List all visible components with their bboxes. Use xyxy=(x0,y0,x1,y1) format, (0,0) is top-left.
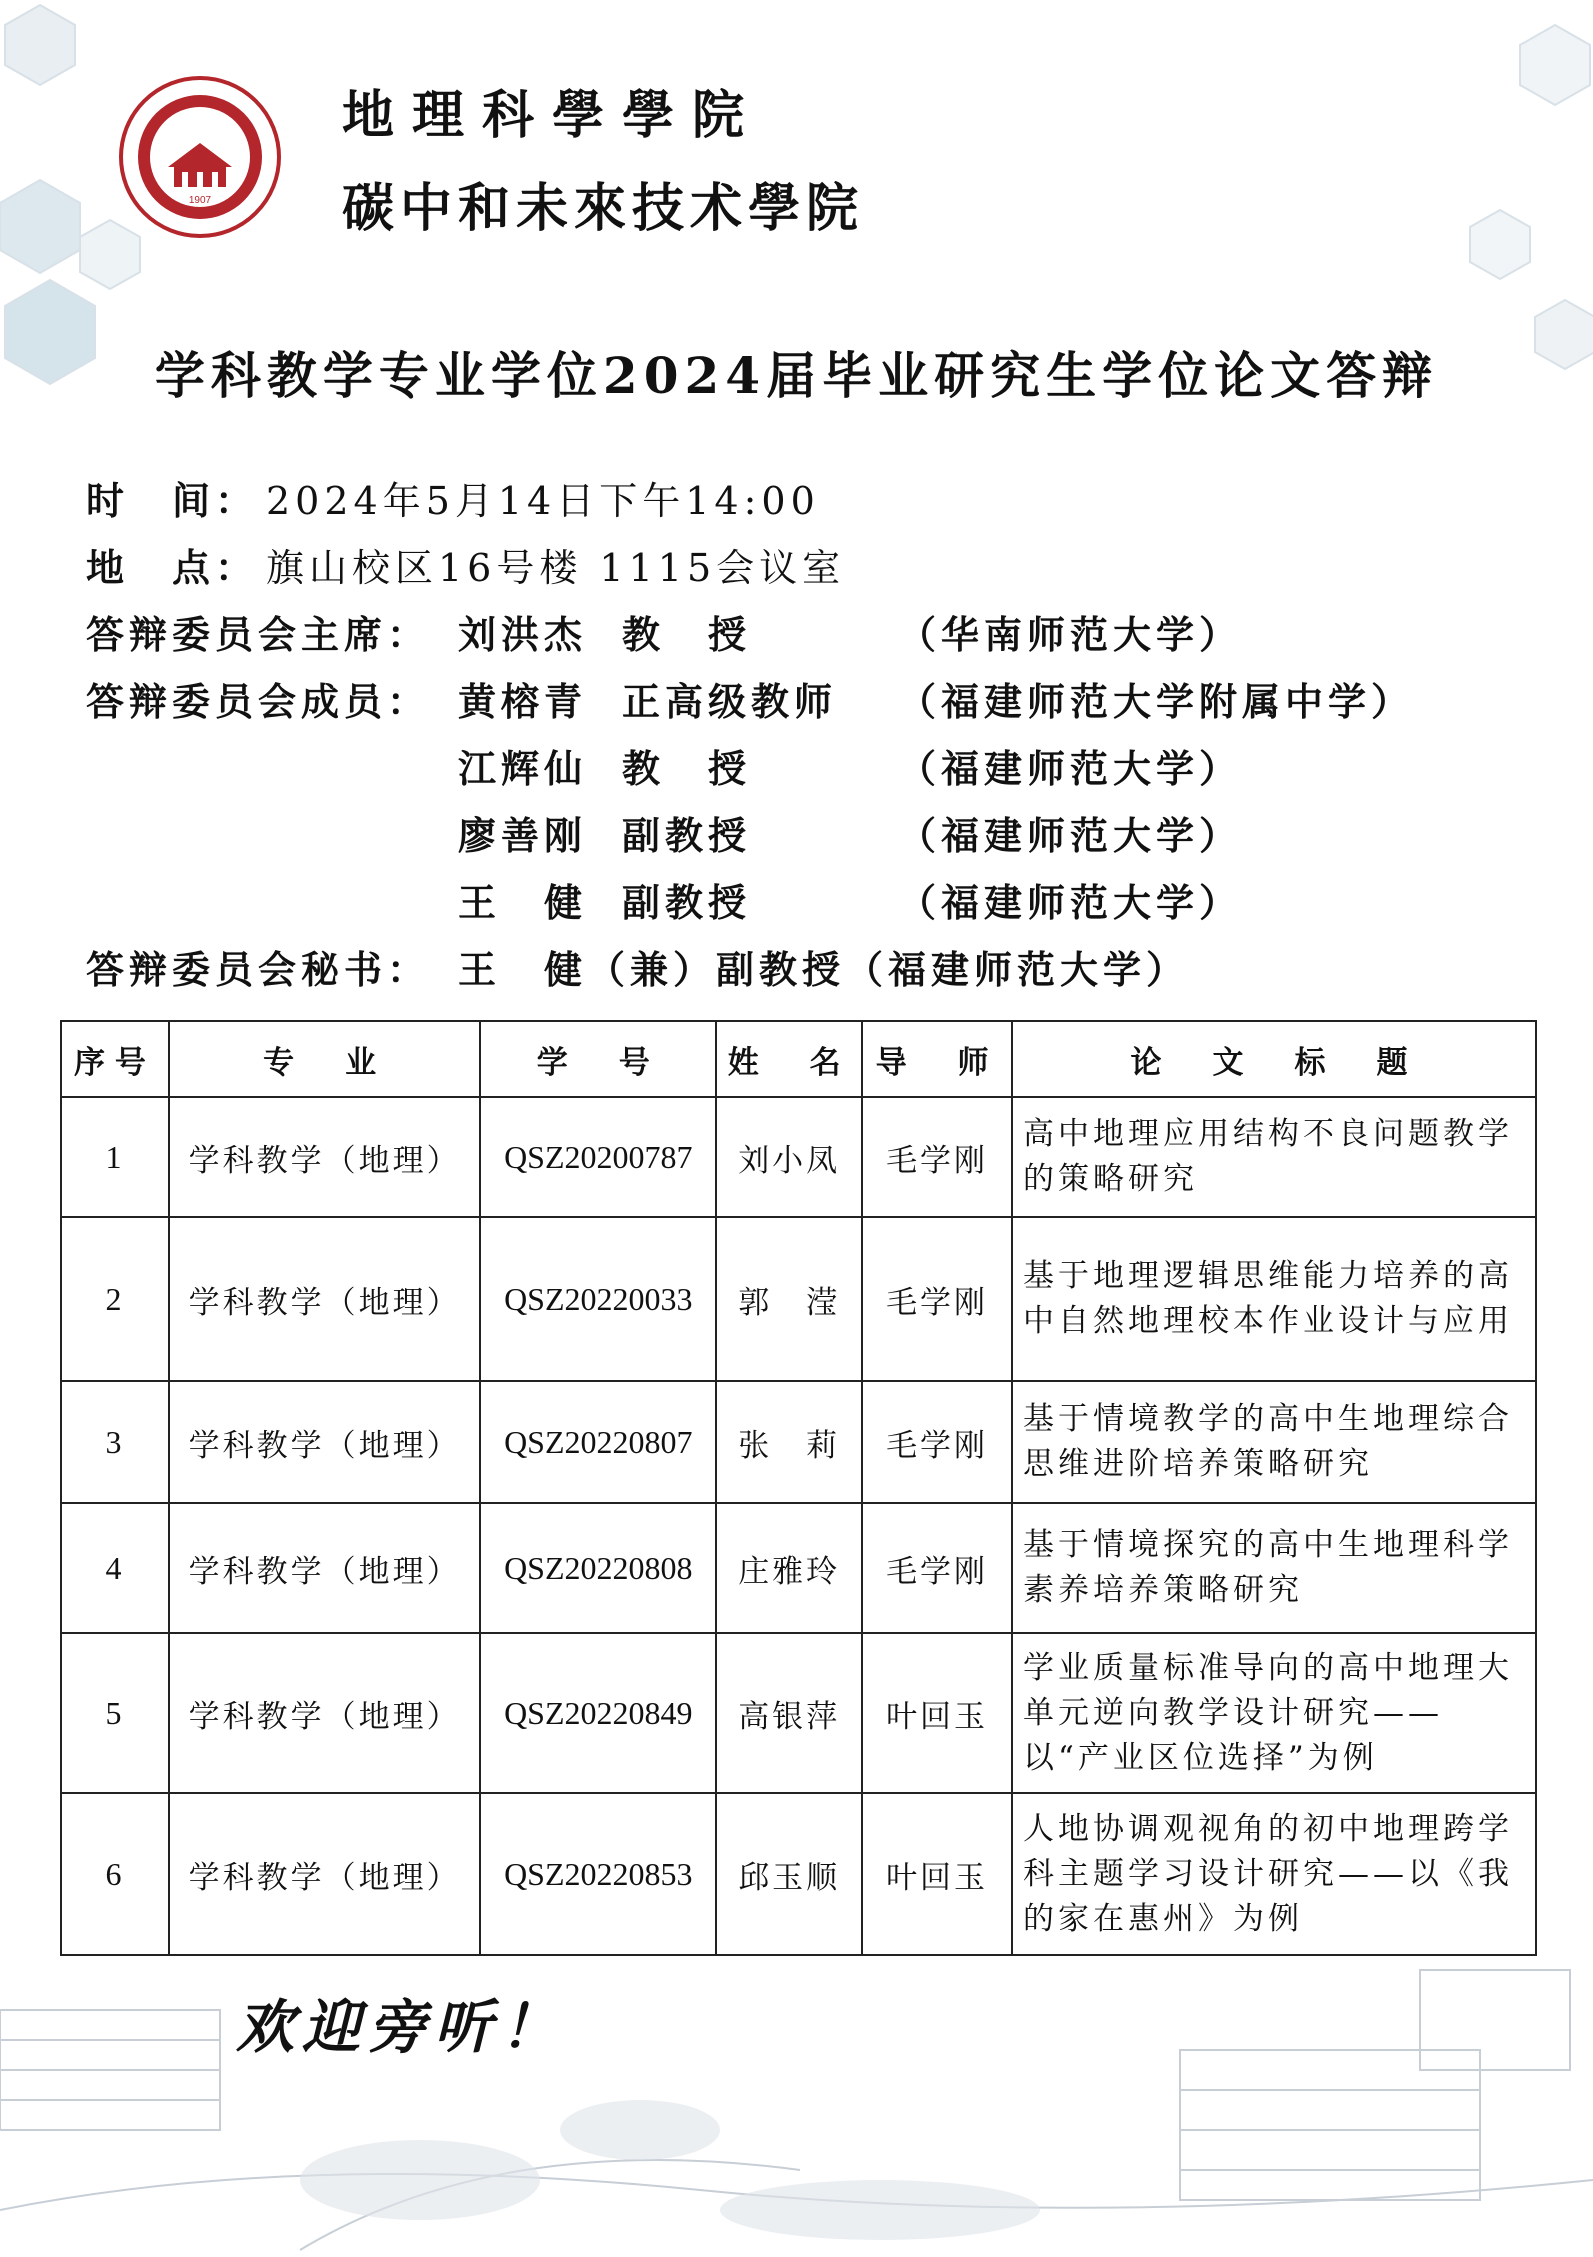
school-name-carbon-neutral: 碳中和未來技术學院 xyxy=(342,178,865,239)
student-id-cell: QSZ20220807 xyxy=(480,1381,716,1503)
student-id-cell: QSZ20220033 xyxy=(480,1217,716,1381)
major-cell: 学科教学（地理） xyxy=(169,1097,480,1217)
column-header: 序号 xyxy=(61,1021,169,1097)
student-id-cell: QSZ20220853 xyxy=(480,1793,716,1955)
column-header: 姓 名 xyxy=(716,1021,862,1097)
advisor-cell: 毛学刚 xyxy=(862,1381,1012,1503)
major-cell: 学科教学（地理） xyxy=(169,1503,480,1633)
seq-cell: 1 xyxy=(61,1097,169,1217)
thesis-title-cell: 基于情境教学的高中生地理综合思维进阶培养策略研究 xyxy=(1012,1381,1536,1503)
student-name-cell: 郭 滢 xyxy=(716,1217,862,1381)
student-name-cell: 张 莉 xyxy=(716,1381,862,1503)
defense-schedule-table xyxy=(60,1020,1537,1956)
advisor-cell: 毛学刚 xyxy=(862,1217,1012,1381)
member-name: 王 健 xyxy=(458,880,588,925)
chair-label: 答辩委员会主席： xyxy=(86,612,431,657)
table-row xyxy=(61,1381,1536,1503)
seq-cell: 5 xyxy=(61,1633,169,1793)
chair-name: 刘洪杰 xyxy=(458,612,588,657)
column-header: 专 业 xyxy=(169,1021,480,1097)
major-cell: 学科教学（地理） xyxy=(169,1633,480,1793)
major-cell: 学科教学（地理） xyxy=(169,1217,480,1381)
place-value: 旗山校区16号楼 1115会议室 xyxy=(266,546,846,590)
student-id-cell: QSZ20220849 xyxy=(480,1633,716,1793)
student-id-cell: QSZ20220808 xyxy=(480,1503,716,1633)
major-cell: 学科教学（地理） xyxy=(169,1793,480,1955)
member-title: 副教授 xyxy=(622,880,752,925)
student-name-cell: 邱玉顺 xyxy=(716,1793,862,1955)
table-row xyxy=(61,1503,1536,1633)
place-label: 地 点： xyxy=(86,545,259,590)
student-name-cell: 刘小凤 xyxy=(716,1097,862,1217)
thesis-title-cell: 高中地理应用结构不良问题教学的策略研究 xyxy=(1012,1097,1536,1217)
column-header: 学 号 xyxy=(480,1021,716,1097)
member-org: （福建师范大学附属中学） xyxy=(898,679,1415,724)
seq-cell: 3 xyxy=(61,1381,169,1503)
table-row xyxy=(61,1633,1536,1793)
advisor-cell: 叶回玉 xyxy=(862,1633,1012,1793)
time-label: 时 间： xyxy=(86,478,259,523)
table-header-row xyxy=(61,1021,1536,1097)
university-seal-logo xyxy=(118,75,282,239)
seq-cell: 6 xyxy=(61,1793,169,1955)
header xyxy=(118,72,864,242)
svg-text:1907: 1907 xyxy=(188,195,212,206)
seq-cell: 2 xyxy=(61,1217,169,1381)
member-org: （福建师范大学） xyxy=(898,813,1243,858)
thesis-title-cell: 基于地理逻辑思维能力培养的高中自然地理校本作业设计与应用 xyxy=(1012,1217,1536,1381)
secretary-label: 答辩委员会秘书： xyxy=(86,947,431,992)
member-title: 教 授 xyxy=(622,746,752,791)
school-name-geography: 地理科學學院 xyxy=(342,85,763,146)
thesis-title-cell: 人地协调观视角的初中地理跨学科主题学习设计研究——以《我的家在惠州》为例 xyxy=(1012,1793,1536,1955)
advisor-cell: 叶回玉 xyxy=(862,1793,1012,1955)
column-header: 导 师 xyxy=(862,1021,1012,1097)
member-name: 廖善刚 xyxy=(458,813,588,858)
member-name: 黄榕青 xyxy=(458,679,588,724)
table-row xyxy=(61,1793,1536,1955)
student-id-cell: QSZ20200787 xyxy=(480,1097,716,1217)
chair-org: （华南师范大学） xyxy=(898,612,1243,657)
page-title: 学科教学专业学位2024届毕业研究生学位论文答辩 xyxy=(154,346,1439,405)
advisor-cell: 毛学刚 xyxy=(862,1097,1012,1217)
major-cell: 学科教学（地理） xyxy=(169,1381,480,1503)
table-row xyxy=(61,1097,1536,1217)
student-name-cell: 庄雅玲 xyxy=(716,1503,862,1633)
thesis-title-cell: 学业质量标准导向的高中地理大单元逆向教学设计研究——以“产业区位选择”为例 xyxy=(1012,1633,1536,1793)
member-name: 江辉仙 xyxy=(458,746,588,791)
thesis-title-cell: 基于情境探究的高中生地理科学素养培养策略研究 xyxy=(1012,1503,1536,1633)
secretary-value: 王 健（兼）副教授（福建师范大学） xyxy=(458,947,1190,992)
advisor-cell: 毛学刚 xyxy=(862,1503,1012,1633)
welcome-text: 欢迎旁听！ xyxy=(236,1993,567,2061)
table-row xyxy=(61,1217,1536,1381)
members-label: 答辩委员会成员： xyxy=(86,679,431,724)
time-value: 2024年5月14日下午14:00 xyxy=(266,479,820,523)
member-org: （福建师范大学） xyxy=(898,746,1243,791)
student-name-cell: 高银萍 xyxy=(716,1633,862,1793)
column-header: 论 文 标 题 xyxy=(1012,1021,1536,1097)
member-title: 副教授 xyxy=(622,813,752,858)
chair-title: 教 授 xyxy=(622,612,752,657)
seq-cell: 4 xyxy=(61,1503,169,1633)
member-org: （福建师范大学） xyxy=(898,880,1243,925)
member-title: 正高级教师 xyxy=(622,679,838,724)
